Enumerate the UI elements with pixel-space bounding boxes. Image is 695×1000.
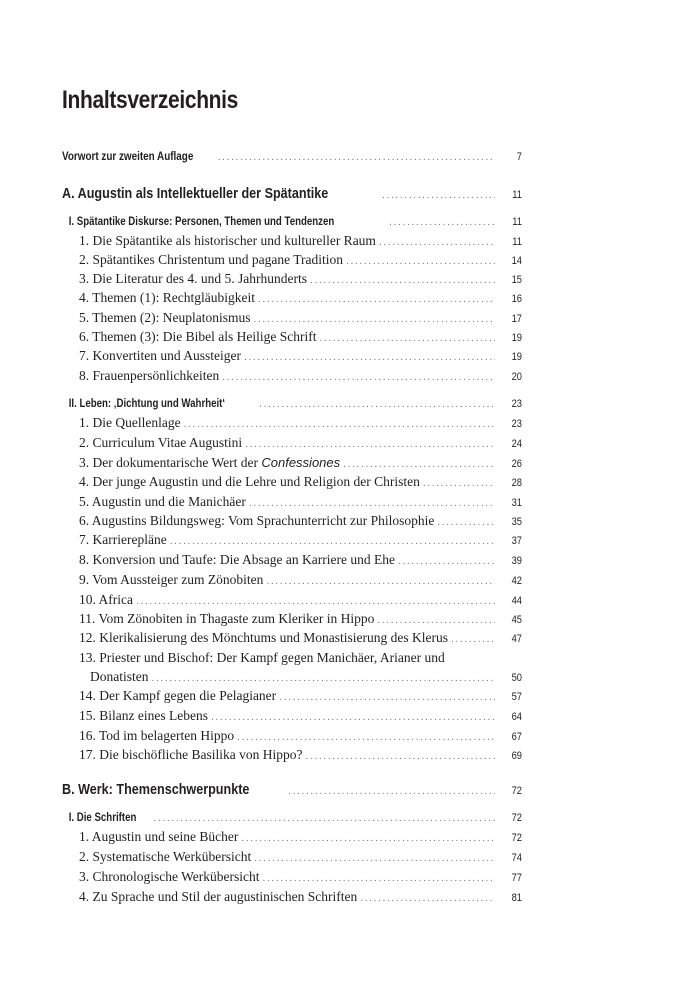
toc-label: Donatisten [90,669,149,684]
toc-entry[interactable] [62,630,522,646]
toc-page-number: 72 [511,785,522,797]
toc-entry[interactable] [62,513,522,529]
leader-dots [258,295,495,305]
toc-entry[interactable] [62,310,522,326]
toc-entry[interactable] [62,329,522,345]
toc-label: 4. Der junge Augustin und die Lehre und Religion der Christen [79,474,420,489]
toc-entry[interactable] [62,435,522,451]
leader-dots [184,420,495,430]
toc-page-number: 26 [511,458,522,470]
toc-page-number: 35 [511,516,522,528]
toc-entry[interactable] [62,889,522,905]
toc-page-number: 17 [511,313,522,325]
toc-entry[interactable] [62,252,522,268]
leader-dots [379,238,495,248]
toc-entry[interactable] [62,708,522,724]
toc-entry[interactable] [62,494,522,510]
toc-page-number: 57 [511,691,522,703]
toc-page-number: 7 [516,151,522,163]
toc-label: 7. Konvertiten und Aussteiger [79,348,241,363]
leader-dots [222,373,495,383]
toc-entry[interactable] [62,572,522,588]
toc-page-number: 31 [511,497,522,509]
toc-label: 10. Africa [79,592,133,607]
leader-dots [211,713,495,723]
toc-entry[interactable] [62,532,522,548]
toc-entry[interactable] [62,688,522,704]
toc-page-number: 23 [511,418,522,430]
leader-dots [152,674,496,684]
toc-entry[interactable] [62,455,522,471]
leader-dots [254,854,495,864]
toc-label-emphasis: Confessiones [261,455,341,470]
toc-page-number: 42 [511,575,522,587]
toc-page-number: 47 [511,633,522,645]
toc-label: 12. Klerikalisierung des Mönchtums und Monastisierung des Klerus [79,630,448,645]
toc-page-number: 28 [511,477,522,489]
toc-page-number: 11 [512,189,522,201]
toc-entry[interactable] [62,592,522,608]
toc-entry[interactable] [62,849,522,865]
leader-dots [423,479,495,489]
toc-label: 3. Chronologische Werkübersicht [79,869,260,884]
toc-label: 1. Die Spätantike als historischer und kultureller Raum [79,233,376,248]
toc-entry[interactable] [62,415,522,431]
toc-label: 6. Augustins Bildungsweg: Vom Sprachunterricht zur Philosophie [79,513,435,528]
leader-dots [389,218,495,228]
toc-entry[interactable] [62,552,522,568]
toc-label: 11. Vom Zönobiten in Thagaste zum Kleriker in Hippo [79,611,375,626]
leader-dots [170,537,495,547]
toc-entry-chapter-a2[interactable] [62,398,522,410]
toc-label: 5. Augustin und die Manichäer [79,494,246,509]
toc-label-text: 3. Der dokumentarische Wert der [79,455,262,470]
toc-label: 9. Vom Aussteiger zum Zönobiten [79,572,264,587]
leader-dots [136,597,495,607]
leader-dots [237,733,495,743]
leader-dots [279,693,495,703]
toc-label: B. Werk: Themenschwerpunkte [62,781,250,798]
toc-page-number: 50 [511,672,522,684]
toc-label: 2. Spätantikes Christentum und pagane Tradition [79,252,343,267]
leader-dots [253,315,495,325]
toc-label: 7. Karrierepläne [79,532,167,547]
toc-page-number: 44 [511,595,522,607]
leader-dots [263,874,495,884]
toc-entry[interactable] [62,728,522,744]
toc-page-number: 16 [511,293,522,305]
leader-dots [346,257,495,267]
toc-entry-preface[interactable] [62,151,522,163]
toc-label: 5. Themen (2): Neuplatonismus [79,310,251,325]
toc-entry[interactable] [62,271,522,287]
toc-entry[interactable] [62,474,522,490]
toc-label: 14. Der Kampf gegen die Pelagianer [79,688,277,703]
toc-label: 2. Curriculum Vitae Augustini [79,435,243,450]
toc-page-number: 69 [511,750,522,762]
leader-dots [241,834,495,844]
toc-label: 15. Bilanz eines Lebens [79,708,208,723]
leader-dots [319,334,495,344]
toc-page-number: 74 [511,852,522,864]
leader-dots [245,440,495,450]
toc-page-number: 77 [511,872,522,884]
toc-label: 2. Systematische Werkübersicht [79,849,252,864]
toc-page-number: 15 [511,274,522,286]
leader-dots [360,894,495,904]
toc-page-number: 19 [511,351,522,363]
toc-label: I. Die Schriften [68,812,137,824]
toc-entry-part-b[interactable] [62,781,522,798]
leader-dots [377,616,495,626]
toc-label: 17. Die bischöfliche Basilika von Hippo? [79,747,303,762]
toc-entry[interactable] [62,829,522,845]
leader-dots [305,752,495,762]
leader-dots [310,276,495,286]
toc-page-number: 39 [511,555,522,567]
toc-page-number: 14 [511,255,522,267]
toc-label: 3. Die Literatur des 4. und 5. Jahrhunderts [79,271,307,286]
toc-page-number: 72 [511,832,522,844]
toc-page-number: 67 [511,731,522,743]
toc-page-number: 37 [511,535,522,547]
leader-dots [244,353,495,363]
toc-page-number: 81 [511,892,522,904]
toc-page-number: 24 [511,438,522,450]
toc-entry[interactable] [62,869,522,885]
leader-dots [154,814,495,824]
toc-label: 4. Zu Sprache und Stil der augustinischen Schriften [79,889,358,904]
leader-dots [398,557,495,567]
toc-page-number: 19 [511,332,522,344]
toc-label [62,455,340,471]
leader-dots [437,518,495,528]
toc-label: 1. Augustin und seine Bücher [79,829,239,844]
toc-page-number: 64 [511,711,522,723]
leader-dots [249,499,495,509]
toc-label: A. Augustin als Intellektueller der Spätantike [62,185,329,202]
toc-entry-chapter-b1[interactable] [62,812,522,824]
toc-label: Vorwort zur zweiten Auflage [62,151,194,163]
toc-label: 1. Die Quellenlage [79,415,181,430]
toc-entry-chapter-a1[interactable] [62,216,522,228]
toc-label: II. Leben: ‚Dichtung und Wahrheit‘ [68,398,226,410]
toc-entry[interactable] [62,669,522,685]
toc-entry-part-a[interactable] [62,185,522,202]
toc-label: 8. Konversion und Taufe: Die Absage an Karriere und Ehe [79,552,395,567]
toc-page-number: 23 [511,398,522,410]
toc-entry[interactable] [62,290,522,306]
toc-page-number: 11 [512,236,522,248]
leader-dots [288,787,495,797]
toc-label: 16. Tod im belagerten Hippo [79,728,235,743]
toc-page-number: 72 [511,812,522,824]
toc-page-number: 45 [511,614,522,626]
toc-entry[interactable] [62,747,522,763]
leader-dots [259,400,495,410]
toc-label: 4. Themen (1): Rechtgläubigkeit [79,290,255,305]
toc-label-line1[interactable]: 13. Priester und Bischof: Der Kampf gegen Manichäer, Arianer und [79,650,445,665]
toc-label: 8. Frauenpersönlichkeiten [79,368,220,383]
leader-dots [343,460,495,470]
toc-entry[interactable] [62,368,522,384]
toc-entry[interactable] [62,348,522,364]
toc-page-number: 20 [511,371,522,383]
leader-dots [218,153,495,163]
toc-page-number: 11 [512,216,522,228]
toc-entry[interactable] [62,233,522,249]
toc-entry[interactable] [62,611,522,627]
page-title: Inhaltsverzeichnis [62,86,239,114]
leader-dots [382,191,495,201]
leader-dots [451,635,495,645]
toc-label: I. Spätantike Diskurse: Personen, Themen und Tendenzen [68,216,335,228]
leader-dots [266,577,495,587]
toc-label: 6. Themen (3): Die Bibel als Heilige Schrift [79,329,317,344]
